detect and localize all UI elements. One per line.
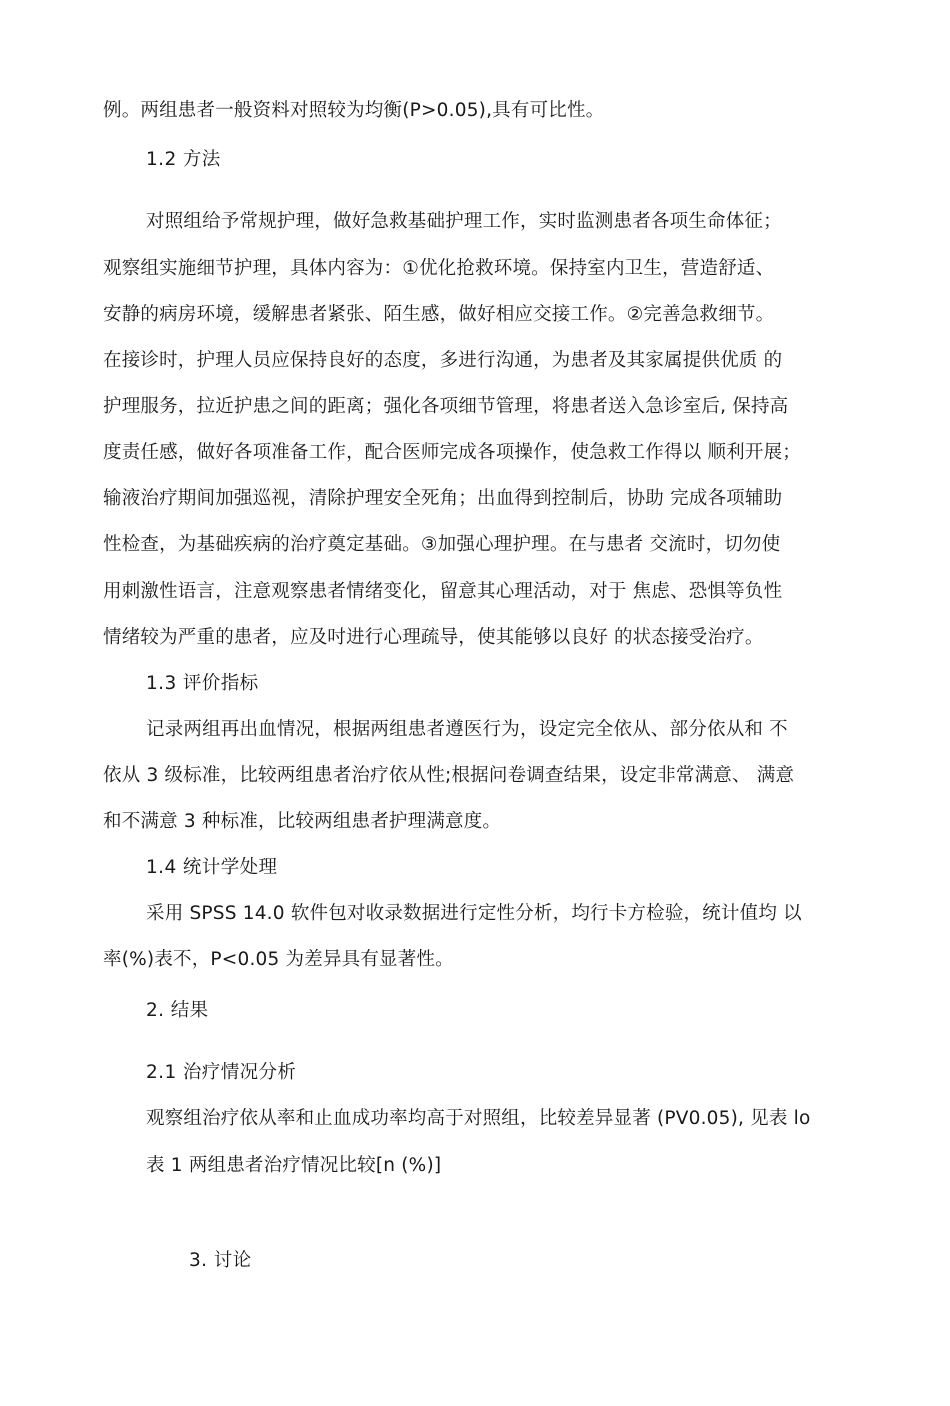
paragraph-line: 采用 SPSS 14.0 软件包对收录数据进行定性分析，均行卡方检验，统计值均 以 bbox=[146, 903, 802, 924]
paragraph-line: 观察组治疗依从率和止血成功率均高于对照组，比较差异显著 (PV0.05), 见表 lo bbox=[146, 1108, 811, 1129]
section-heading-1-2: 1.2 方法 bbox=[146, 149, 221, 170]
paragraph-line: 输液治疗期间加强巡视，清除护理安全死角；出血得到控制后，协助 完成各项辅助 bbox=[103, 488, 783, 509]
section-heading-1-4: 1.4 统计学处理 bbox=[146, 857, 278, 878]
paragraph-line: 对照组给予常规护理，做好急救基础护理工作，实时监测患者各项生命体征； bbox=[146, 211, 782, 232]
paragraph-line: 依从 3 级标准，比较两组患者治疗依从性;根据问卷调查结果，设定非常满意、 满意 bbox=[103, 765, 795, 786]
paragraph-line: 用刺激性语言，注意观察患者情绪变化，留意其心理活动，对于 焦虑、恐惧等负性 bbox=[103, 581, 783, 602]
section-heading-1-3: 1.3 评价指标 bbox=[146, 673, 259, 694]
paragraph-line: 率(%)表不，P<0.05 为差异具有显著性。 bbox=[103, 949, 454, 970]
table-caption: 表 1 两组患者治疗情况比较[n (%)] bbox=[146, 1155, 442, 1176]
paragraph-line: 度责任感，做好各项准备工作，配合医师完成各项操作，使急救工作得以 顺利开展； bbox=[103, 442, 801, 463]
paragraph-line: 安静的病房环境，缓解患者紧张、陌生感，做好相应交接工作。②完善急救细节。 bbox=[103, 304, 775, 325]
paragraph-line: 在接诊时，护理人员应保持良好的态度，多进行沟通，为患者及其家属提供优质 的 bbox=[103, 350, 783, 371]
paragraph-line: 情绪较为严重的患者，应及吋进行心理疏导，使其能够以良好 的状态接受治疗。 bbox=[103, 627, 764, 648]
section-heading-2-1: 2.1 治疗情况分析 bbox=[146, 1062, 297, 1083]
paragraph-line: 记录两组再出血情况，根据两组患者遵医行为，设定完全依从、部分依从和 不 bbox=[146, 719, 788, 740]
paragraph-line: 观察组实施细节护理，具体内容为：①优化抢救环境。保持室内卫生，营造舒适、 bbox=[103, 258, 775, 279]
paragraph-line: 性检查，为基础疾病的治疗奠定基础。③加强心理护理。在与患者 交流时，切勿使 bbox=[103, 534, 781, 555]
paragraph-line: 护理服务，拉近护患之间的距离；强化各项细节管理，将患者送入急诊室后, 保持高 bbox=[103, 396, 789, 417]
paragraph-line: 和不满意 3 种标准，比较两组患者护理满意度。 bbox=[103, 811, 502, 832]
section-heading-2: 2. 结果 bbox=[146, 1000, 209, 1021]
paragraph-line: 例。两组患者一般资料对照较为均衡(P>0.05),具有可比性。 bbox=[103, 100, 605, 121]
section-heading-3: 3. 讨论 bbox=[189, 1250, 252, 1271]
